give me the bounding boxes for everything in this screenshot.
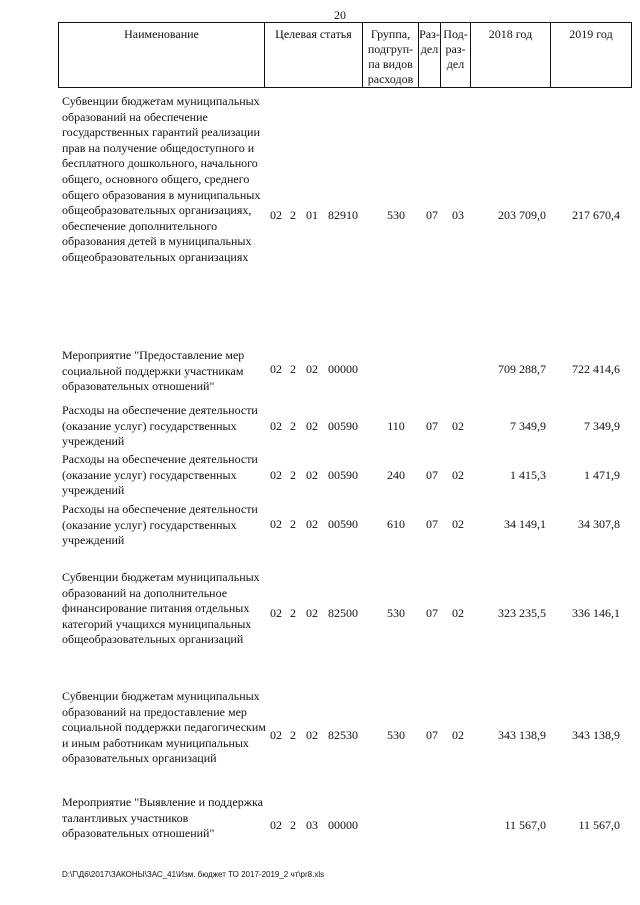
subsection-code: 02 <box>452 468 464 482</box>
amount-2019: 34 307,8 <box>578 517 620 531</box>
amount-2018: 709 288,7 <box>498 362 546 376</box>
section-code: 07 <box>426 728 438 742</box>
target-code-subprogram: 2 <box>290 419 296 433</box>
target-code-direction: 00590 <box>328 468 358 482</box>
amount-2018: 7 349,9 <box>510 419 546 433</box>
subsection-code: 02 <box>452 728 464 742</box>
expense-group: 610 <box>387 517 405 531</box>
target-code-program: 02 <box>270 362 282 376</box>
subsection-code: 03 <box>452 208 464 222</box>
target-code-subprogram: 2 <box>290 728 296 742</box>
header-name: Наименование <box>59 23 265 87</box>
target-code-direction: 00000 <box>328 818 358 832</box>
target-code-program: 02 <box>270 728 282 742</box>
target-code-subprogram: 2 <box>290 517 296 531</box>
amount-2018: 1 415,3 <box>510 468 546 482</box>
target-code-subprogram: 2 <box>290 468 296 482</box>
section-code: 07 <box>426 468 438 482</box>
row-name: Расходы на обеспечение деятельности (оказание услуг) государственных учреждений <box>62 502 258 548</box>
target-code-event: 03 <box>306 818 318 832</box>
amount-2018: 343 138,9 <box>498 728 546 742</box>
amount-2019: 722 414,6 <box>572 362 620 376</box>
row-name: Мероприятие "Выявление и поддержка талантливых участников образовательных отношений" <box>62 795 263 841</box>
target-code-direction: 82910 <box>328 208 358 222</box>
header-2018: 2018 год <box>471 23 551 87</box>
row-name: Субвенции бюджетам муниципальных образований на обеспечение государственных гарантий реализации прав на получение общедоступного и бесплатного дошкольного, начального общего, основного общего, среднего общего образования в муниципальных общеобразовательных организациях, обеспечение дополнительного образования детей в муниципальных общеобразовательных организациях <box>62 94 261 264</box>
expense-group: 530 <box>387 606 405 620</box>
target-code-event: 02 <box>306 419 318 433</box>
header-section: Раз-дел <box>419 23 441 87</box>
amount-2019: 11 567,0 <box>578 818 620 832</box>
amount-2019: 336 146,1 <box>572 606 620 620</box>
expense-group: 530 <box>387 728 405 742</box>
target-code-direction: 00590 <box>328 517 358 531</box>
target-code-event: 02 <box>306 517 318 531</box>
target-code-direction: 82530 <box>328 728 358 742</box>
section-code: 07 <box>426 606 438 620</box>
expense-group: 110 <box>387 419 405 433</box>
subsection-code: 02 <box>452 606 464 620</box>
target-code-subprogram: 2 <box>290 362 296 376</box>
amount-2018: 323 235,5 <box>498 606 546 620</box>
target-code-direction: 00000 <box>328 362 358 376</box>
amount-2018: 34 149,1 <box>504 517 546 531</box>
subsection-code: 02 <box>452 419 464 433</box>
expense-group: 530 <box>387 208 405 222</box>
target-code-event: 02 <box>306 362 318 376</box>
row-name: Субвенции бюджетам муниципальных образований на дополнительное финансирование питания отдельных категорий учащихся муниципальных общеобразовательных организаций <box>62 570 260 647</box>
row-name: Субвенции бюджетам муниципальных образований на предоставление мер социальной поддержки педагогическим и иным работникам муниципальных образовательных организаций <box>62 689 266 766</box>
target-code-event: 02 <box>306 468 318 482</box>
amount-2019: 7 349,9 <box>584 419 620 433</box>
target-code-program: 02 <box>270 468 282 482</box>
row-name: Расходы на обеспечение деятельности (оказание услуг) государственных учреждений <box>62 452 258 498</box>
target-code-subprogram: 2 <box>290 606 296 620</box>
target-code-program: 02 <box>270 517 282 531</box>
section-code: 07 <box>426 208 438 222</box>
amount-2018: 11 567,0 <box>504 818 546 832</box>
target-code-direction: 00590 <box>328 419 358 433</box>
header-subsection: Под-раз-дел <box>441 23 471 87</box>
target-code-program: 02 <box>270 606 282 620</box>
target-code-subprogram: 2 <box>290 208 296 222</box>
row-name: Мероприятие "Предоставление мер социальной поддержки участникам образовательных отношений" <box>62 348 245 394</box>
amount-2019: 1 471,9 <box>584 468 620 482</box>
subsection-code: 02 <box>452 517 464 531</box>
amount-2019: 343 138,9 <box>572 728 620 742</box>
target-code-program: 02 <box>270 419 282 433</box>
section-code: 07 <box>426 419 438 433</box>
target-code-program: 02 <box>270 818 282 832</box>
row-name: Расходы на обеспечение деятельности (оказание услуг) государственных учреждений <box>62 403 258 449</box>
page-number: 20 <box>334 8 346 22</box>
target-code-event: 01 <box>306 208 318 222</box>
table-header <box>58 22 632 88</box>
target-code-event: 02 <box>306 606 318 620</box>
amount-2018: 203 709,0 <box>498 208 546 222</box>
amount-2019: 217 670,4 <box>572 208 620 222</box>
header-group: Группа, подгруп-па видов расходов <box>363 23 419 87</box>
section-code: 07 <box>426 517 438 531</box>
target-code-program: 02 <box>270 208 282 222</box>
header-target-article: Целевая статья <box>265 23 363 87</box>
expense-group: 240 <box>387 468 405 482</box>
header-2019: 2019 год <box>569 27 613 41</box>
target-code-subprogram: 2 <box>290 818 296 832</box>
file-path-footer: D:\Г\Д6\2017\ЗАКОНЫ\ЗАС_41\Изм. бюджет ТО 2017-2019_2 чт\pr8.xls <box>62 870 325 879</box>
target-code-direction: 82500 <box>328 606 358 620</box>
target-code-event: 02 <box>306 728 318 742</box>
